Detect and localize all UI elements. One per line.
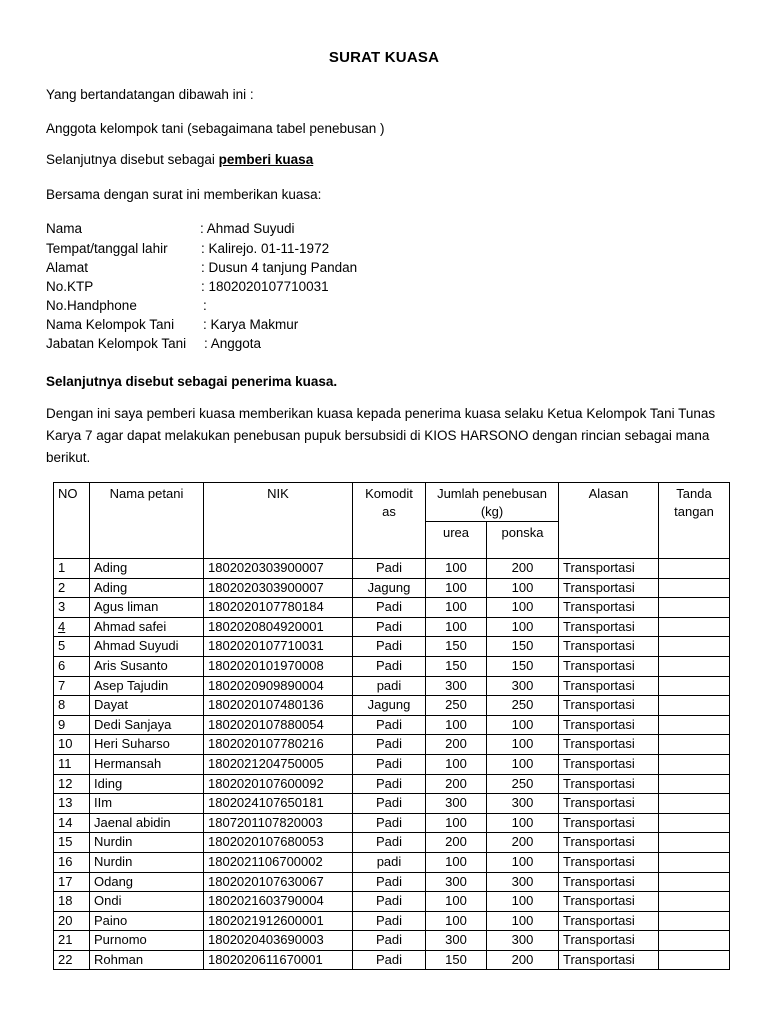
urea-cell: 200 [426, 735, 487, 755]
field-label: No.KTP [46, 279, 94, 294]
ponska-cell: 300 [487, 676, 559, 696]
farmer-name: IIm [90, 794, 204, 814]
ponska-cell: 100 [487, 852, 559, 872]
table-body [54, 559, 730, 970]
header-ponska: ponska [487, 522, 559, 559]
ponska-cell: 250 [487, 774, 559, 794]
nik-cell: 1802020107600092 [204, 774, 353, 794]
urea-cell: 100 [426, 813, 487, 833]
grantor-term: pemberi kuasa [218, 152, 314, 167]
signature-cell [659, 872, 730, 892]
field-value: : Karya Makmur [203, 317, 299, 332]
table-row [54, 559, 730, 579]
ponska-cell: 250 [487, 696, 559, 716]
row-number: 14 [54, 813, 90, 833]
signature-cell [659, 735, 730, 755]
urea-cell: 100 [426, 598, 487, 618]
ponska-cell: 300 [487, 794, 559, 814]
commodity-cell: Jagung [353, 696, 426, 716]
farmer-name: Agus liman [90, 598, 204, 618]
header-signature: Tanda tangan [659, 483, 730, 559]
farmer-name: Purnomo [90, 931, 204, 951]
signature-cell [659, 578, 730, 598]
farmer-name: Jaenal abidin [90, 813, 204, 833]
farmer-name: Ahmad safei [90, 617, 204, 637]
nik-cell: 1802020107630067 [204, 872, 353, 892]
members-line: Anggota kelompok tani (sebagaimana tabel penebusan ) [46, 121, 385, 136]
ponska-cell: 150 [487, 637, 559, 657]
intro-line: Yang bertandatangan dibawah ini : [46, 87, 254, 102]
urea-cell: 300 [426, 794, 487, 814]
table-row [54, 617, 730, 637]
nik-cell: 1802020804920001 [204, 617, 353, 637]
table-row [54, 735, 730, 755]
commodity-cell: Padi [353, 931, 426, 951]
ponska-cell: 100 [487, 892, 559, 912]
row-number: 20 [54, 911, 90, 931]
farmer-name: Hermansah [90, 754, 204, 774]
header-name: Nama petani [90, 483, 204, 559]
row-number: 3 [54, 598, 90, 618]
signature-cell [659, 813, 730, 833]
urea-cell: 150 [426, 950, 487, 970]
nik-cell: 1802020611670001 [204, 950, 353, 970]
reason-cell: Transportasi [559, 617, 659, 637]
row-number: 6 [54, 656, 90, 676]
commodity-cell: Padi [353, 598, 426, 618]
table-row [54, 637, 730, 657]
row-number: 2 [54, 578, 90, 598]
reason-cell: Transportasi [559, 598, 659, 618]
urea-cell: 200 [426, 774, 487, 794]
field-value: : Kalirejo. 01-11-1972 [201, 241, 330, 256]
row-number: 15 [54, 833, 90, 853]
ponska-cell: 200 [487, 833, 559, 853]
urea-cell: 150 [426, 637, 487, 657]
redemption-table [53, 482, 730, 970]
commodity-cell: Padi [353, 794, 426, 814]
row-number: 22 [54, 950, 90, 970]
reason-cell: Transportasi [559, 696, 659, 716]
reason-cell: Transportasi [559, 794, 659, 814]
table-row [54, 911, 730, 931]
urea-cell: 300 [426, 676, 487, 696]
nik-cell: 1802020101970008 [204, 656, 353, 676]
commodity-cell: Padi [353, 559, 426, 579]
table-row [54, 598, 730, 618]
row-number: 21 [54, 931, 90, 951]
commodity-cell: padi [353, 852, 426, 872]
urea-cell: 100 [426, 578, 487, 598]
ponska-cell: 100 [487, 578, 559, 598]
row-number: 12 [54, 774, 90, 794]
signature-cell [659, 892, 730, 912]
ponska-cell: 100 [487, 813, 559, 833]
table-row [54, 794, 730, 814]
table-row [54, 696, 730, 716]
nik-cell: 1807201107820003 [204, 813, 353, 833]
reason-cell: Transportasi [559, 950, 659, 970]
ponska-cell: 300 [487, 931, 559, 951]
commodity-cell: Padi [353, 715, 426, 735]
urea-cell: 200 [426, 833, 487, 853]
row-number: 8 [54, 696, 90, 716]
signature-cell [659, 696, 730, 716]
commodity-cell: padi [353, 676, 426, 696]
reason-cell: Transportasi [559, 676, 659, 696]
ponska-cell: 300 [487, 872, 559, 892]
reason-cell: Transportasi [559, 931, 659, 951]
row-number: 9 [54, 715, 90, 735]
row-number: 1 [54, 559, 90, 579]
reason-cell: Transportasi [559, 559, 659, 579]
grantor-prefix: Selanjutnya disebut sebagai [46, 152, 215, 167]
signature-cell [659, 911, 730, 931]
urea-cell: 100 [426, 754, 487, 774]
urea-cell: 250 [426, 696, 487, 716]
reason-cell: Transportasi [559, 852, 659, 872]
reason-cell: Transportasi [559, 578, 659, 598]
ponska-cell: 100 [487, 754, 559, 774]
signature-cell [659, 931, 730, 951]
signature-cell [659, 833, 730, 853]
farmer-name: Odang [90, 872, 204, 892]
row-number: 10 [54, 735, 90, 755]
farmer-name: Ading [90, 559, 204, 579]
ponska-cell: 100 [487, 735, 559, 755]
table-row [54, 578, 730, 598]
grantor-line [46, 152, 313, 167]
signature-cell [659, 754, 730, 774]
commodity-cell: Padi [353, 774, 426, 794]
urea-cell: 100 [426, 559, 487, 579]
document-title: SURAT KUASA [328, 49, 440, 66]
ponska-cell: 150 [487, 656, 559, 676]
field-value: : Anggota [204, 336, 262, 351]
table-row [54, 950, 730, 970]
signature-cell [659, 715, 730, 735]
farmer-name: Ondi [90, 892, 204, 912]
nik-cell: 1802024107650181 [204, 794, 353, 814]
header-urea: urea [426, 522, 487, 559]
table-row [54, 852, 730, 872]
nik-cell: 1802020303900007 [204, 559, 353, 579]
header-commodity: Komodit as [353, 483, 426, 559]
commodity-cell: Padi [353, 892, 426, 912]
signature-cell [659, 598, 730, 618]
row-number: 16 [54, 852, 90, 872]
farmer-name: Nurdin [90, 833, 204, 853]
commodity-cell: Padi [353, 754, 426, 774]
field-label: Nama Kelompok Tani [46, 317, 175, 332]
row-number: 4 [54, 617, 90, 637]
nik-cell: 1802021603790004 [204, 892, 353, 912]
signature-cell [659, 656, 730, 676]
farmer-name: Asep Tajudin [90, 676, 204, 696]
field-value: : Ahmad Suyudi [200, 221, 295, 236]
nik-cell: 1802020909890004 [204, 676, 353, 696]
commodity-cell: Padi [353, 617, 426, 637]
farmer-name: Iding [90, 774, 204, 794]
signature-cell [659, 794, 730, 814]
ponska-cell: 100 [487, 617, 559, 637]
nik-cell: 1802020107710031 [204, 637, 353, 657]
ponska-cell: 100 [487, 911, 559, 931]
farmer-name: Aris Susanto [90, 656, 204, 676]
field-label: Alamat [46, 260, 89, 275]
nik-cell: 1802021106700002 [204, 852, 353, 872]
urea-cell: 300 [426, 931, 487, 951]
ponska-cell: 200 [487, 559, 559, 579]
table-row [54, 931, 730, 951]
ponska-cell: 100 [487, 598, 559, 618]
nik-cell: 1802020403690003 [204, 931, 353, 951]
farmer-name: Dayat [90, 696, 204, 716]
reason-cell: Transportasi [559, 754, 659, 774]
header-nik: NIK [204, 483, 353, 559]
farmer-name: Dedi Sanjaya [90, 715, 204, 735]
reason-cell: Transportasi [559, 872, 659, 892]
farmer-name: Nurdin [90, 852, 204, 872]
urea-cell: 100 [426, 911, 487, 931]
farmer-name: Ading [90, 578, 204, 598]
commodity-cell: Padi [353, 833, 426, 853]
signature-cell [659, 774, 730, 794]
field-label: Tempat/tanggal lahir [46, 241, 168, 256]
commodity-cell: Padi [353, 813, 426, 833]
row-number: 5 [54, 637, 90, 657]
signature-cell [659, 676, 730, 696]
table-row [54, 676, 730, 696]
commodity-cell: Padi [353, 637, 426, 657]
farmer-name: Ahmad Suyudi [90, 637, 204, 657]
ponska-cell: 200 [487, 950, 559, 970]
reason-cell: Transportasi [559, 774, 659, 794]
table-row [54, 754, 730, 774]
row-number: 18 [54, 892, 90, 912]
nik-cell: 1802021204750005 [204, 754, 353, 774]
reason-cell: Transportasi [559, 892, 659, 912]
reason-cell: Transportasi [559, 833, 659, 853]
field-value: : 1802020107710031 [201, 279, 329, 294]
field-value: : [203, 298, 207, 313]
table-row [54, 715, 730, 735]
row-number: 17 [54, 872, 90, 892]
nik-cell: 1802020107780184 [204, 598, 353, 618]
row-number: 13 [54, 794, 90, 814]
urea-cell: 100 [426, 892, 487, 912]
reason-cell: Transportasi [559, 637, 659, 657]
table-row [54, 833, 730, 853]
table-row [54, 656, 730, 676]
reason-cell: Transportasi [559, 656, 659, 676]
commodity-cell: Jagung [353, 578, 426, 598]
signature-cell [659, 617, 730, 637]
nik-cell: 1802020107880054 [204, 715, 353, 735]
urea-cell: 150 [426, 656, 487, 676]
farmer-name: Rohman [90, 950, 204, 970]
signature-cell [659, 559, 730, 579]
together-line: Bersama dengan surat ini memberikan kuasa: [46, 187, 322, 202]
authorization-paragraph: Dengan ini saya pemberi kuasa memberikan kuasa kepada penerima kuasa selaku Ketua Kelompok Tani Tunas Karya 7 agar dapat melakukan penebusan pupuk bersubsidi di KIOS HARSONO dengan rincian sebagai mana berikut. [46, 406, 716, 465]
nik-cell: 1802020107780216 [204, 735, 353, 755]
field-label: Nama [46, 221, 83, 236]
farmer-name: Paino [90, 911, 204, 931]
nik-cell: 1802021912600001 [204, 911, 353, 931]
urea-cell: 300 [426, 872, 487, 892]
header-amount: Jumlah penebusan (kg) [426, 483, 559, 522]
header-no: NO [54, 483, 90, 559]
row-number: 11 [54, 754, 90, 774]
field-label: No.Handphone [46, 298, 137, 313]
nik-cell: 1802020107680053 [204, 833, 353, 853]
reason-cell: Transportasi [559, 735, 659, 755]
commodity-cell: Padi [353, 872, 426, 892]
signature-cell [659, 950, 730, 970]
ponska-cell: 100 [487, 715, 559, 735]
field-label: Jabatan Kelompok Tani [46, 336, 187, 351]
commodity-cell: Padi [353, 735, 426, 755]
table-row [54, 774, 730, 794]
row-number: 7 [54, 676, 90, 696]
urea-cell: 100 [426, 617, 487, 637]
commodity-cell: Padi [353, 656, 426, 676]
signature-cell [659, 852, 730, 872]
signature-cell [659, 637, 730, 657]
urea-cell: 100 [426, 852, 487, 872]
table-row [54, 872, 730, 892]
header-reason: Alasan [559, 483, 659, 559]
urea-cell: 100 [426, 715, 487, 735]
nik-cell: 1802020107480136 [204, 696, 353, 716]
nik-cell: 1802020303900007 [204, 578, 353, 598]
reason-cell: Transportasi [559, 715, 659, 735]
table-row [54, 813, 730, 833]
commodity-cell: Padi [353, 911, 426, 931]
receiver-line: Selanjutnya disebut sebagai penerima kuasa. [46, 374, 338, 389]
reason-cell: Transportasi [559, 813, 659, 833]
reason-cell: Transportasi [559, 911, 659, 931]
field-value: : Dusun 4 tanjung Pandan [201, 260, 358, 275]
farmer-name: Heri Suharso [90, 735, 204, 755]
commodity-cell: Padi [353, 950, 426, 970]
table-row [54, 892, 730, 912]
